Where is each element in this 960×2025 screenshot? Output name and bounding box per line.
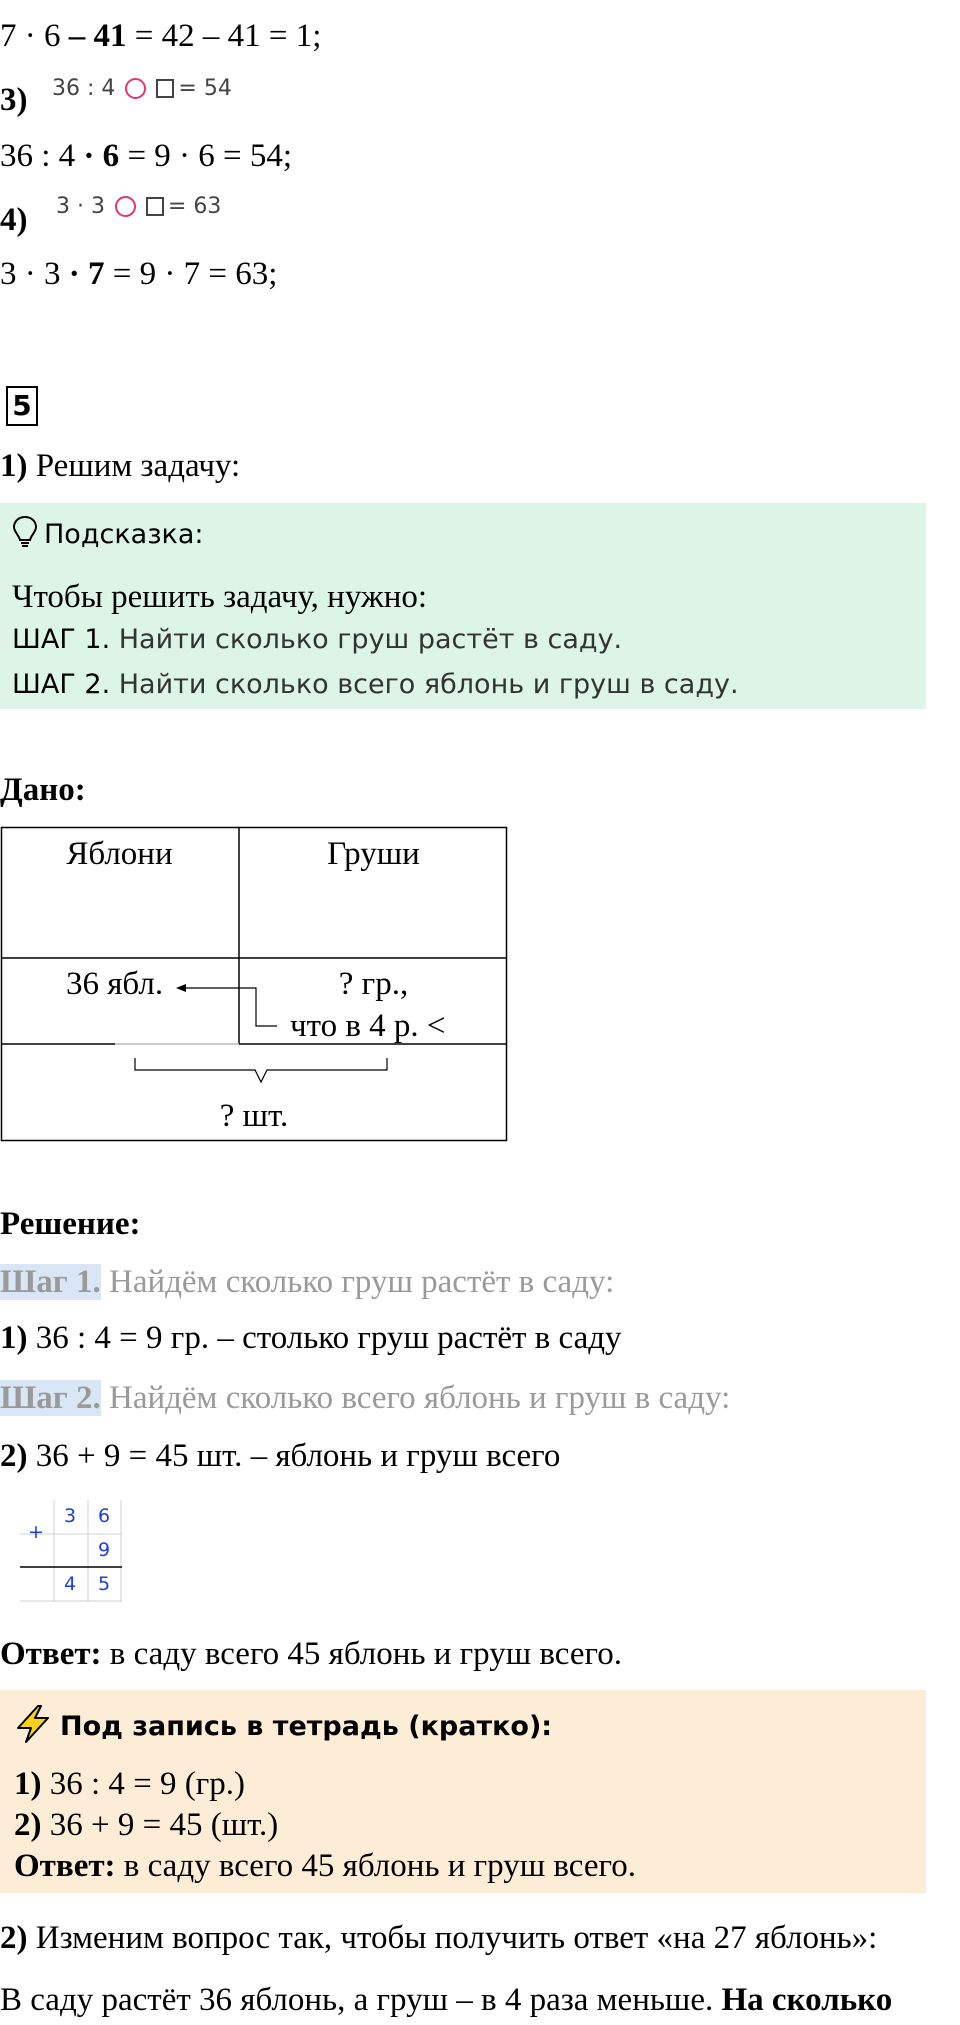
- digit-cell: 6: [97, 1505, 111, 1527]
- hint-step-1: ШАГ 1. Найти сколько груш растёт в саду.: [12, 624, 623, 655]
- solution-equation-2: 2) 36 + 9 = 45 шт. – яблонь и груш всего: [0, 1438, 561, 1474]
- circle-placeholder-icon: [125, 78, 146, 99]
- given-label: Дано:: [0, 772, 86, 808]
- solution-label: Решение:: [0, 1206, 141, 1242]
- digit-cell: 3: [63, 1505, 77, 1527]
- task-number-badge: 5: [6, 386, 38, 426]
- square-placeholder-icon: [146, 197, 164, 216]
- solution-step-1: Шаг 1. Найдём сколько груш растёт в саду:: [0, 1264, 615, 1300]
- item-3-label: 3): [0, 82, 28, 118]
- item-3-expression-image: 36 : 4 = 54: [52, 76, 232, 101]
- hint-title: Подсказка:: [12, 515, 204, 556]
- square-placeholder-icon: [156, 79, 174, 98]
- digit-cell: 4: [63, 1573, 77, 1595]
- notebook-line-1: 1) 36 : 4 = 9 (гр.): [14, 1766, 246, 1802]
- item-4-label: 4): [0, 202, 28, 238]
- digit-cell: 5: [97, 1573, 111, 1595]
- solution-step-2: Шаг 2. Найдём сколько всего яблонь и груш в саду:: [0, 1380, 731, 1416]
- column-header-apples: Яблони: [66, 836, 173, 872]
- column-header-pears: Груши: [327, 836, 420, 872]
- notebook-answer: Ответ: в саду всего 45 яблонь и груш всего.: [14, 1848, 636, 1884]
- notebook-title: Под запись в тетрадь (кратко):: [14, 1704, 552, 1751]
- item-4-expression-image: 3 · 3 = 63: [56, 194, 222, 219]
- part-2-heading: 2) Изменим вопрос так, чтобы получить ответ «на 27 яблонь»:: [0, 1920, 878, 1956]
- apples-value: 36 ябл.: [66, 966, 164, 1002]
- digit-cell: 9: [97, 1539, 111, 1561]
- plus-sign: +: [28, 1521, 44, 1543]
- expression-line-3: 36 : 4 · 6 = 9 · 6 = 54;: [0, 138, 293, 174]
- given-table: [0, 826, 508, 1142]
- pears-value: ? гр.,: [338, 966, 409, 1002]
- part-2-condition: В саду растёт 36 яблонь, а груш – в 4 раза меньше. На сколько: [0, 1982, 893, 2018]
- column-addition: [20, 1500, 122, 1602]
- expression-line-4: 3 · 3 · 7 = 9 · 7 = 63;: [0, 256, 278, 292]
- notebook-line-2: 2) 36 + 9 = 45 (шт.): [14, 1807, 279, 1843]
- circle-placeholder-icon: [115, 196, 136, 217]
- hint-intro: Чтобы решить задачу, нужно:: [12, 579, 428, 615]
- part-1-heading: 1) Решим задачу:: [0, 448, 241, 484]
- expression-line-1: 7 · 6 – 41 = 42 – 41 = 1;: [0, 18, 322, 54]
- lightbulb-icon: [12, 515, 38, 556]
- lightning-icon: [14, 1704, 52, 1751]
- answer-line: Ответ: в саду всего 45 яблонь и груш всего.: [0, 1636, 622, 1672]
- solution-equation-1: 1) 36 : 4 = 9 гр. – столько груш растёт в саду: [0, 1320, 622, 1356]
- total-value: ? шт.: [219, 1098, 289, 1134]
- notebook-box: [0, 1690, 926, 1893]
- pears-relation: что в 4 р. <: [290, 1008, 446, 1044]
- hint-step-2: ШАГ 2. Найти сколько всего яблонь и груш в саду.: [12, 669, 739, 700]
- hint-box: [0, 503, 926, 709]
